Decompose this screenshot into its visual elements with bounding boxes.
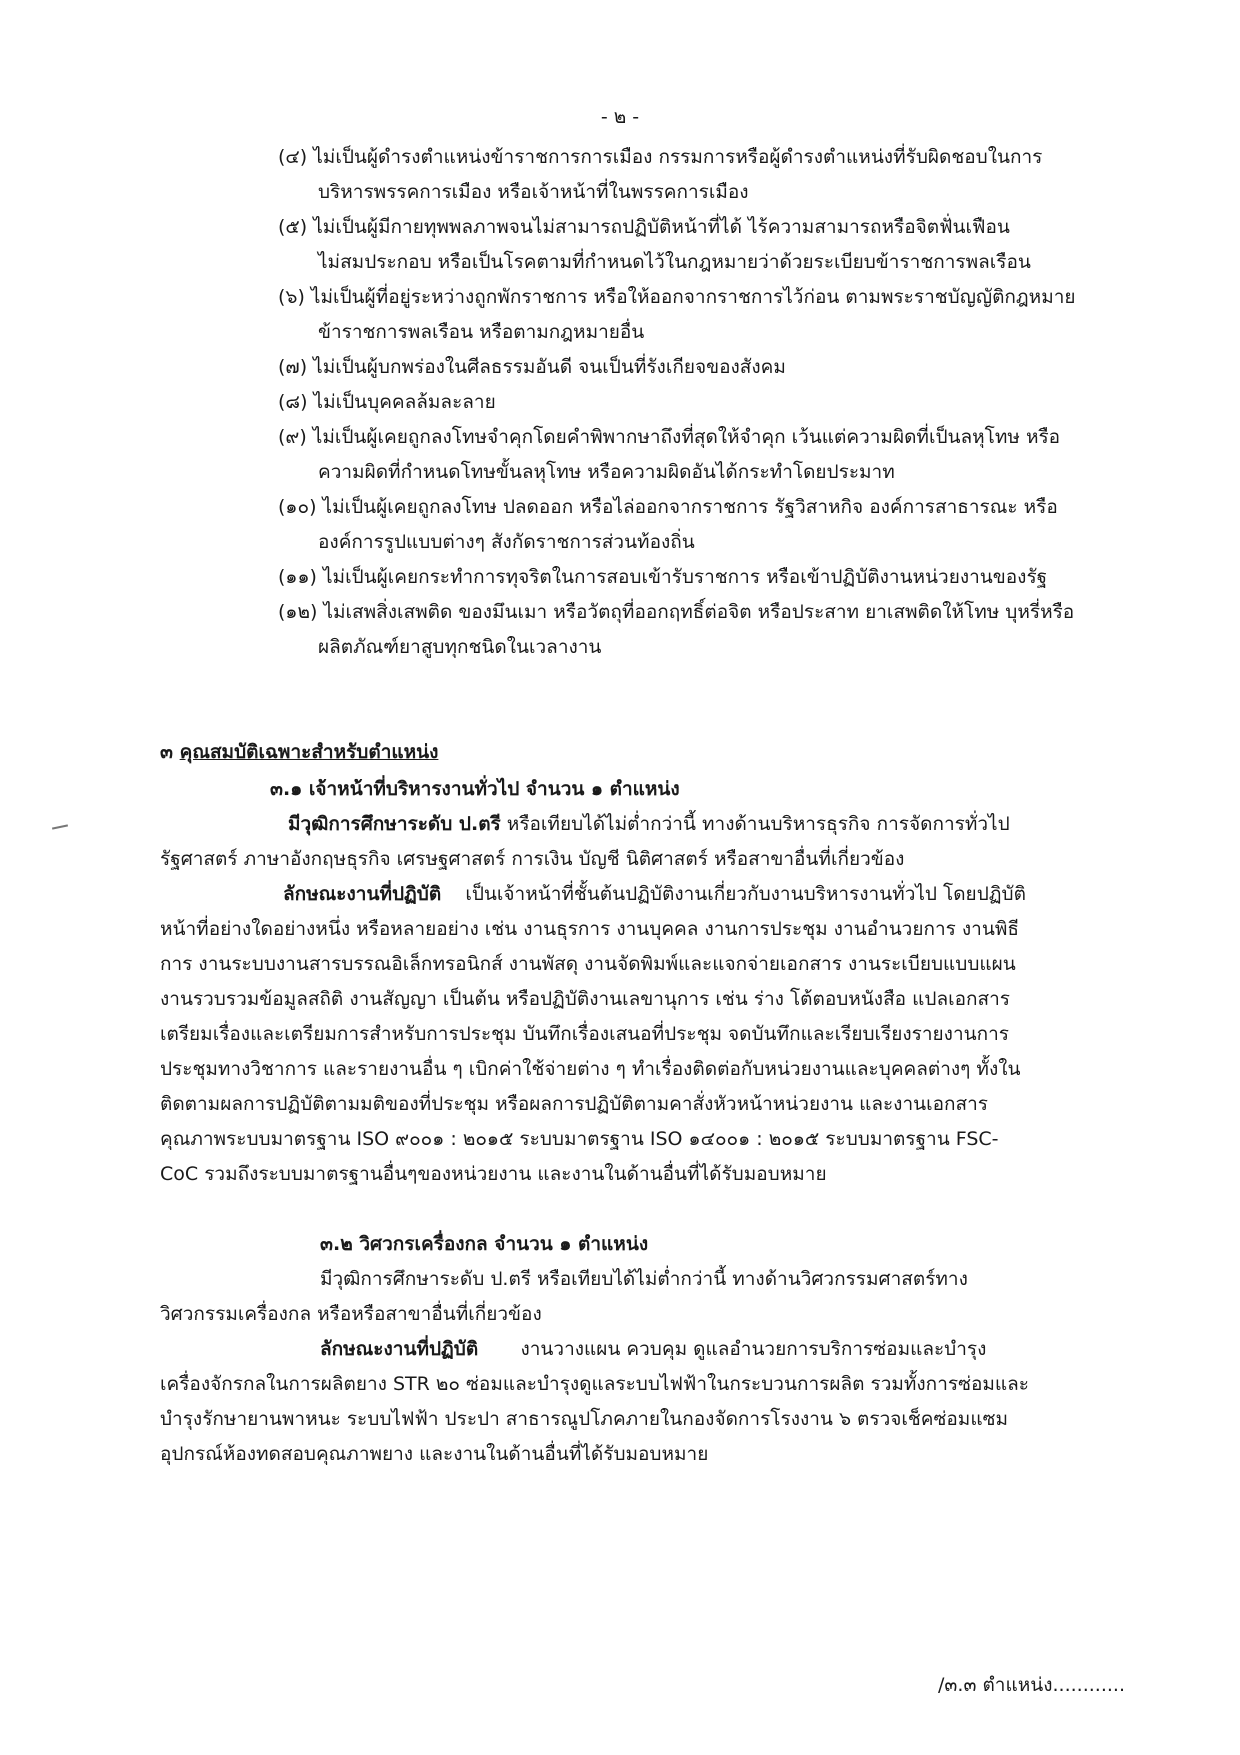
qualification-line: (๑๑) ไม่เป็นผู้เคยกระทำการทุจริตในการสอบเข้ารับราชการ หรือเข้าปฏิบัติงานหน่วยงานของรัฐ xyxy=(278,566,1048,588)
qualification-continuation-line: ข้าราชการพลเรือน หรือตามกฎหมายอื่น xyxy=(318,321,645,343)
qualification-item xyxy=(278,420,1178,490)
position-2-work-paragraph xyxy=(160,1367,1120,1472)
qualification-continuation-line: ผลิตภัณฑ์ยาสูบทุกชนิดในเวลางาน xyxy=(318,636,602,658)
position-2-education-line-2: วิศวกรรมเครื่องกล หรือหรือสาขาอื่นที่เกี่ยวข้อง xyxy=(160,1303,542,1325)
qualification-continuation-line: ไม่สมประกอบ หรือเป็นโรคตามที่กำหนดไว้ในกฎหมายว่าด้วยระเบียบข้าราชการพลเรือน xyxy=(318,251,1031,273)
paragraph-line: หน้าที่อย่างใดอย่างหนึ่ง หรือหลายอย่าง เช่น งานธุรการ งานบุคคล งานการประชุม งานอำนวยการ งานพิธี xyxy=(160,918,1019,940)
section-3-number: ๓ xyxy=(160,741,173,763)
position-1-education-label: มีวุฒิการศึกษาระดับ ป.ตรี xyxy=(288,813,501,835)
page-number: - ๒ - xyxy=(600,106,640,128)
paragraph-line: การ งานระบบงานสารบรรณอิเล็กทรอนิกส์ งานพัสดุ งานจัดพิมพ์และแจกจ่ายเอกสาร งานระเบียบแบบแผน xyxy=(160,953,1016,975)
qualification-line: (๑๒) ไม่เสพสิ่งเสพติด ของมึนเมา หรือวัตถุที่ออกฤทธิ์ต่อจิต หรือประสาท ยาเสพติดให้โทษ บุหรี่หรือ xyxy=(278,601,1075,623)
qualification-continuation-line: ความผิดที่กำหนดโทษขั้นลหุโทษ หรือความผิดอันได้กระทำโดยประมาท xyxy=(318,461,895,483)
position-2-work-label: ลักษณะงานที่ปฏิบัติ xyxy=(320,1338,479,1360)
qualification-item xyxy=(278,210,1178,280)
qualification-continuation-line: องค์การรูปแบบต่างๆ สังกัดราชการส่วนท้องถิ่น xyxy=(318,531,695,553)
position-1-education-line-2: รัฐศาสตร์ ภาษาอังกฤษธุรกิจ เศรษฐศาสตร์ การเงิน บัญชี นิติศาสตร์ หรือสาขาอื่นที่เกี่ยวข้อง xyxy=(160,848,905,870)
position-1-education-text: หรือเทียบได้ไม่ต่ำกว่านี้ ทางด้านบริหารธุรกิจ การจัดการทั่วไป xyxy=(500,813,1010,835)
qualification-item xyxy=(278,280,1178,350)
paragraph-line: ประชุมทางวิชาการ และรายงานอื่น ๆ เบิกค่าใช้จ่ายต่าง ๆ ทำเรื่องติดต่อกับหน่วยงานและบุคคลต่างๆ ทั้งใน xyxy=(160,1058,1021,1080)
qualification-item xyxy=(278,350,1178,385)
paragraph-line: อุปกรณ์ห้องทดสอบคุณภาพยาง และงานในด้านอื่นที่ได้รับมอบหมาย xyxy=(160,1443,709,1465)
qualification-item xyxy=(278,140,1178,210)
section-3-title: คุณสมบัติเฉพาะสำหรับตำแหน่ง xyxy=(179,741,439,763)
continuation-footer: /๓.๓ ตำแหน่ง............ xyxy=(938,1674,1125,1696)
position-2-work-line-1 xyxy=(160,1332,1120,1367)
qualification-line: (๖) ไม่เป็นผู้ที่อยู่ระหว่างถูกพักราชการ หรือให้ออกจากราชการไว้ก่อน ตามพระราชบัญญัติกฎหมาย xyxy=(278,286,1076,308)
paragraph-line: CoC รวมถึงระบบมาตรฐานอื่นๆของหน่วยงาน และงานในด้านอื่นที่ได้รับมอบหมาย xyxy=(160,1163,827,1185)
qualification-continuation-line: บริหารพรรคการเมือง หรือเจ้าหน้าที่ในพรรคการเมือง xyxy=(318,181,749,203)
position-2-heading: ๓.๒ วิศวกรเครื่องกล จำนวน ๑ ตำแหน่ง xyxy=(320,1233,649,1255)
position-2-work-text: งานวางแผน ควบคุม ดูแลอำนวยการบริการซ่อมและบำรุง xyxy=(520,1338,987,1360)
position-1-education-line-1 xyxy=(160,807,1120,842)
paragraph-line: คุณภาพระบบมาตรฐาน ISO ๙๐๐๑ : ๒๐๑๕ ระบบมาตรฐาน ISO ๑๔๐๐๑ : ๒๐๑๕ ระบบมาตรฐาน FSC- xyxy=(160,1128,999,1150)
qualification-item xyxy=(278,560,1178,595)
scan-mark xyxy=(52,824,68,829)
position-1-work-text: เป็นเจ้าหน้าที่ชั้นต้นปฏิบัติงานเกี่ยวกับงานบริหารงานทั่วไป โดยปฏิบัติ xyxy=(465,883,1026,905)
qualification-line: (๑๐) ไม่เป็นผู้เคยถูกลงโทษ ปลดออก หรือไล่ออกจากราชการ รัฐวิสาหกิจ องค์การสาธารณะ หรือ xyxy=(278,496,1058,518)
position-1-work-label: ลักษณะงานที่ปฏิบัติ xyxy=(283,883,442,905)
paragraph-line: งานรวบรวมข้อมูลสถิติ งานสัญญา เป็นต้น หรือปฏิบัติงานเลขานุการ เช่น ร่าง โต้ตอบหนังสือ แปลเอกสาร xyxy=(160,988,1010,1010)
qualification-item xyxy=(278,595,1178,665)
qualification-line: (๘) ไม่เป็นบุคคลล้มละลาย xyxy=(278,391,496,413)
position-1-work-line-1 xyxy=(160,877,1120,912)
paragraph-line: เตรียมเรื่องและเตรียมการสำหรับการประชุม บันทึกเรื่องเสนอที่ประชุม จดบันทึกและเรียบเรียงรายงานการ xyxy=(160,1023,1009,1045)
paragraph-line: เครื่องจักรกลในการผลิตยาง STR ๒๐ ซ่อมและบำรุงดูแลระบบไฟฟ้าในกระบวนการผลิต รวมทั้งการซ่อมและ xyxy=(160,1373,1029,1395)
paragraph-line: ติดตามผลการปฏิบัติตามมติของที่ประชุม หรือผลการปฏิบัติตามคาสั่งหัวหน้าหน่วยงาน และงานเอกสาร xyxy=(160,1093,988,1115)
qualification-item xyxy=(278,490,1178,560)
section-3 xyxy=(160,735,1120,1472)
qualification-line: (๙) ไม่เป็นผู้เคยถูกลงโทษจำคุกโดยคำพิพากษาถึงที่สุดให้จำคุก เว้นแต่ความผิดที่เป็นลหุโทษ หรือ xyxy=(278,426,1061,448)
paragraph-line: บำรุงรักษายานพาหนะ ระบบไฟฟ้า ประปา สาธารณูปโภคภายในกองจัดการโรงงาน ๖ ตรวจเช็คซ่อมแซม xyxy=(160,1408,1008,1430)
qualification-line: (๕) ไม่เป็นผู้มีกายทุพพลภาพจนไม่สามารถปฏิบัติหน้าที่ได้ ไร้ความสามารถหรือจิตฟั่นเฟือน xyxy=(278,216,1010,238)
qualification-line: (๗) ไม่เป็นผู้บกพร่องในศีลธรรมอันดี จนเป็นที่รังเกียจของสังคม xyxy=(278,356,786,378)
position-2-education-line-1: มีวุฒิการศึกษาระดับ ป.ตรี หรือเทียบได้ไม่ต่ำกว่านี้ ทางด้านวิศวกรรมศาสตร์ทาง xyxy=(320,1268,968,1290)
position-1-heading: ๓.๑ เจ้าหน้าที่บริหารงานทั่วไป จำนวน ๑ ตำแหน่ง xyxy=(270,778,680,800)
section-3-heading xyxy=(160,735,1120,770)
position-1-work-paragraph xyxy=(160,912,1120,1192)
qualification-line: (๔) ไม่เป็นผู้ดำรงตำแหน่งข้าราชการการเมือง กรรมการหรือผู้ดำรงตำแหน่งที่รับผิดชอบในการ xyxy=(278,146,1043,168)
qualification-item xyxy=(278,385,1178,420)
qualification-list xyxy=(278,140,1178,665)
